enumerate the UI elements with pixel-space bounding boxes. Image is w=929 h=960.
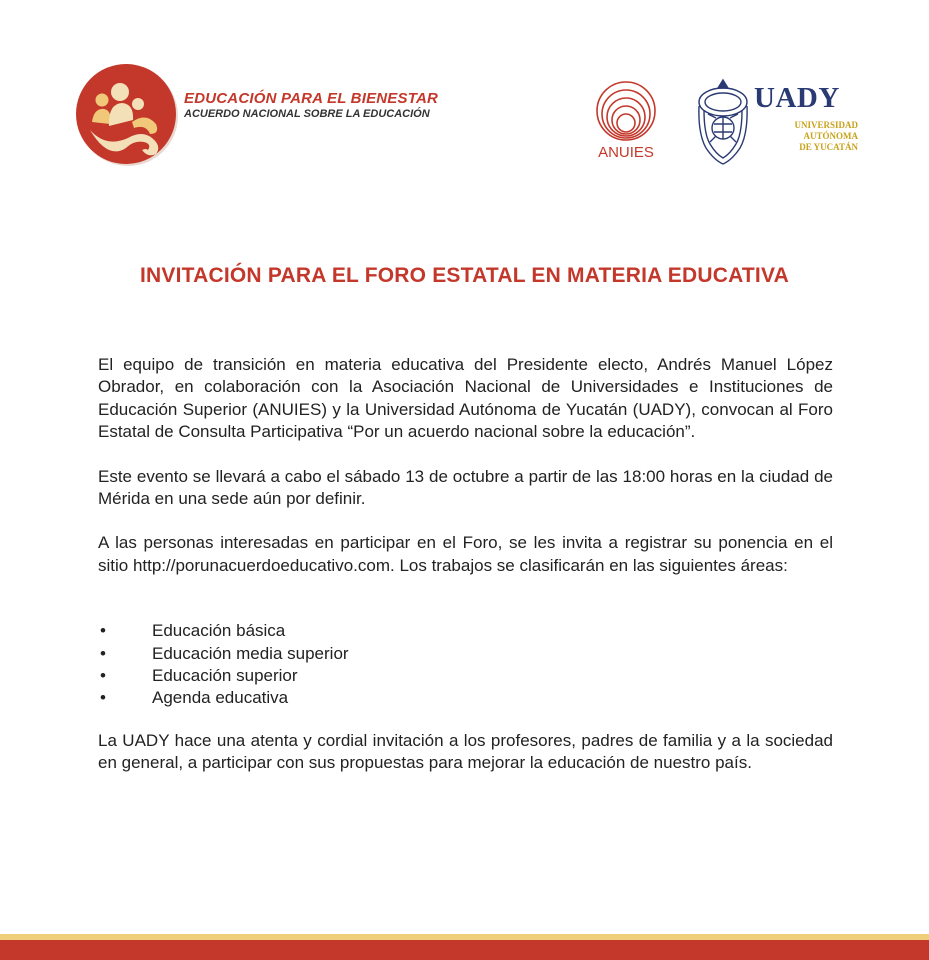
closing-paragraph: La UADY hace una atenta y cordial invitación a los profesores, padres de familia y a la sociedad en general, a participar con sus propuestas para mejorar la educación de nuestro país. <box>98 730 833 773</box>
bienestar-wordmark <box>184 90 438 120</box>
bienestar-title: EDUCACIÓN PARA EL BIENESTAR <box>184 90 439 107</box>
bienestar-logo <box>76 64 439 168</box>
bullet-icon: • <box>100 688 106 708</box>
area-label: Educación básica <box>152 621 286 641</box>
bullet-icon: • <box>100 643 106 663</box>
area-label: Educación superior <box>152 666 298 686</box>
uady-logo <box>694 78 864 168</box>
registration-paragraph: A las personas interesadas en participar en el Foro, se les invita a registrar su ponencia en el sitio http://porunacuerdoeducativo.com. Los trabajos se clasificarán en las siguientes áreas: <box>98 533 833 575</box>
bienestar-subtitle: ACUERDO NACIONAL SOBRE LA EDUCACIÓN <box>184 108 430 120</box>
anuies-wordmark: ANUIES <box>598 144 654 161</box>
event-paragraph: Este evento se llevará a cabo el sábado 13 de octubre a partir de las 18:00 horas en la ciudad de Mérida en una sede aún por definir. <box>98 466 833 509</box>
uady-acronym: UADY <box>754 82 840 114</box>
area-label: Agenda educativa <box>152 688 289 708</box>
list-item <box>98 643 833 665</box>
bullet-icon: • <box>100 621 106 641</box>
university-seal-icon <box>694 78 752 166</box>
list-item <box>98 665 833 687</box>
list-item <box>98 687 833 709</box>
invitation-body <box>98 354 833 775</box>
list-item <box>98 620 833 642</box>
family-figures-logo-icon <box>76 64 176 164</box>
invitation-title: INVITACIÓN PARA EL FORO ESTATAL EN MATERIA EDUCATIVA <box>140 264 789 287</box>
uady-full-name: UNIVERSIDAD AUTÓNOMA DE YUCATÁN <box>794 120 858 152</box>
areas-list <box>98 620 833 710</box>
area-label: Educación media superior <box>152 643 349 663</box>
intro-paragraph: El equipo de transición en materia educativa del Presidente electo, Andrés Manuel López Obrador, en colaboración con la Asociación Nacional de Universidades e Instituciones de Educación Superior (ANUIES) y la Universidad Autónoma de Yucatán (UADY), convocan al Foro Estatal de Consulta Participativa “Por un acuerdo nacional sobre la educación”. <box>98 355 833 442</box>
footer-stripe-red <box>0 940 929 960</box>
anuies-logo <box>588 80 664 164</box>
bullet-icon: • <box>100 666 106 686</box>
concentric-rings-logo-icon <box>592 80 660 144</box>
